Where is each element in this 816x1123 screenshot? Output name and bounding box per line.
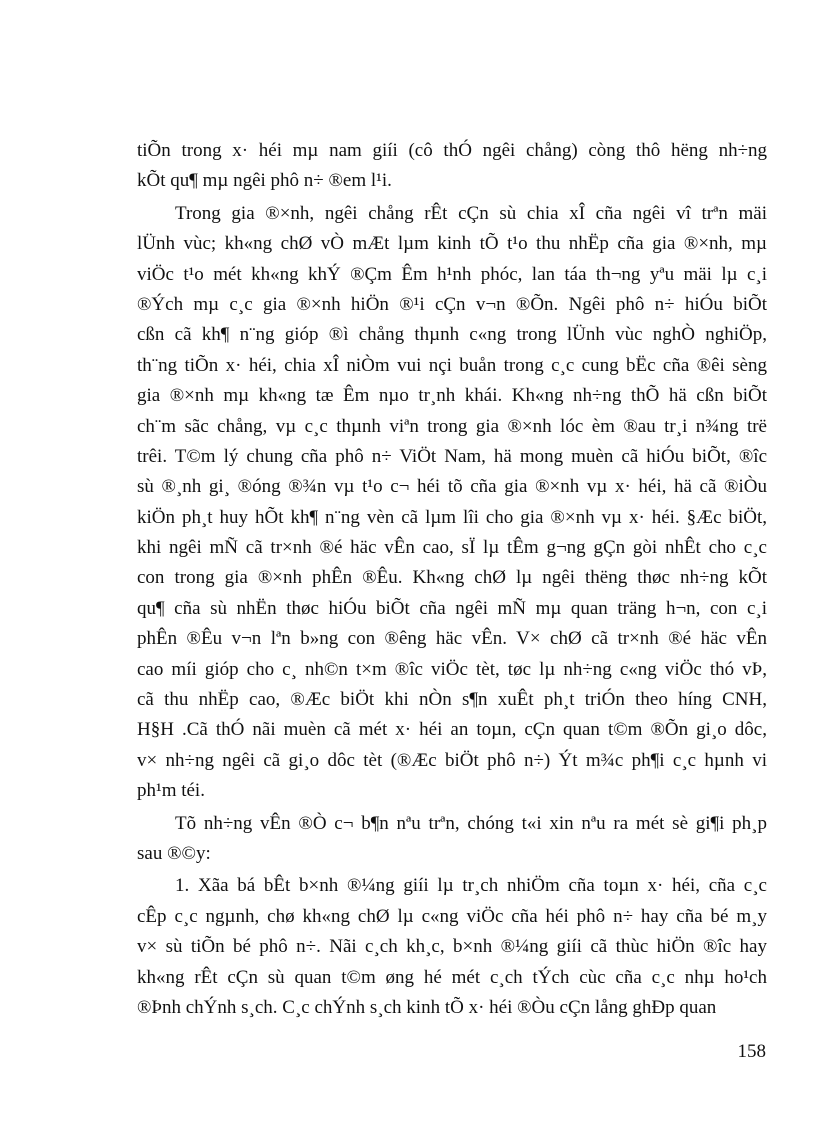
text-line: Trong gia ®×nh, ngêi chång rÊt cÇn sù chia xÎ cña ngêi vî trªn mäi [175,202,767,224]
text-line: ®Þnh chÝnh s¸ch. C¸c chÝnh s¸ch kinh tÕ x· héi ®Òu cÇn lång ghÐp quan [137,996,717,1018]
page-number: 158 [737,1041,766,1062]
paragraph [137,809,767,870]
text-line: sau ®©y: [137,842,211,864]
text-line: qu¶ cña sù nhËn thøc hiÓu biÕt cña ngêi mÑ mµ quan träng h¬n, con c¸i [137,597,767,619]
text-line: cao míi gióp cho c¸ nh©n t×m ®îc viÖc tèt, tøc lµ nh÷ng c«ng viÖc thó vÞ, [137,658,767,680]
text-line: con trong gia ®×nh phÊn ®Êu. Kh«ng chØ lµ ngêi thëng thøc nh÷ng kÕt [137,567,767,589]
text-line: viÖc t¹o mét kh«ng khÝ ®Çm Êm h¹nh phóc, lan táa th¬ng yªu mäi lµ c¸i [137,263,767,285]
paragraph [137,199,767,807]
text-line: kiÖn ph¸t huy hÕt kh¶ n¨ng vèn cã lµm lîi cho gia ®×nh vµ x· héi. §Æc biÖt, [137,506,767,528]
text-line: cßn cã kh¶ n¨ng gióp ®ì chång thµnh c«ng trong lÜnh vùc nghÒ nghiÖp, [137,324,767,346]
text-line: Tõ nh÷ng vÊn ®Ò c¬ b¶n nªu trªn, chóng t«i xin nªu ra mét sè gi¶i ph¸p [175,812,767,834]
text-line: v× nh÷ng ngêi cã gi¸o dôc tèt (®Æc biÖt phô n÷) Ýt m¾c ph¶i c¸c hµnh vi [137,749,767,771]
text-line: th¨ng tiÕn x· héi, chia xÎ niÒm vui nçi buån trong c¸c cung bËc cña ®êi sèng [137,354,767,376]
text-line: ch¨m sãc chång, vµ c¸c thµnh viªn trong gia ®×nh lóc èm ®au tr¸i n¾ng trë [137,415,767,437]
text-line: trêi. T©m lý chung cña phô n÷ ViÖt Nam, hä mong muèn cã hiÓu biÕt, ®îc [137,445,767,467]
text-line: v× sù tiÕn bé phô n÷. Nãi c¸ch kh¸c, b×nh ®¼ng giíi cã thùc hiÖn ®îc hay [137,936,767,958]
text-line: sù ®¸nh gi¸ ®óng ®¾n vµ t¹o c¬ héi tõ cña gia ®×nh vµ x· héi, hä cã ®iÒu [137,476,767,498]
page-body [137,136,767,1023]
text-line: ®Ých mµ c¸c gia ®×nh hiÖn ®¹i cÇn v¬n ®Õn. Ngêi phô n÷ hiÓu biÕt [137,293,767,315]
text-line: gia ®×nh mµ kh«ng tæ Êm nµo tr¸nh khái. Kh«ng nh÷ng thÕ hä cßn biÕt [137,385,767,407]
text-line: kÕt qu¶ mµ ngêi phô n÷ ®em l¹i. [137,170,392,192]
text-line: kh«ng rÊt cÇn sù quan t©m øng hé mét c¸ch tÝch cùc cña c¸c nhµ ho¹ch [137,966,767,988]
text-line: khi ngêi mÑ cã tr×nh ®é häc vÊn cao, sÏ lµ tÊm g¬ng gÇn gòi nhÊt cho c¸c [137,537,767,559]
text-line: H§H .Cã thÓ nãi muèn cã mét x· héi an toµn, cÇn quan t©m ®Õn gi¸o dôc, [137,719,767,741]
text-line: tiÕn trong x· héi mµ nam giíi (cô thÓ ngêi chång) còng thô hëng nh÷ng [137,140,767,161]
paragraph [137,871,767,1023]
text-line: cÊp c¸c ngµnh, chø kh«ng chØ lµ c«ng viÖc cña héi phô n÷ hay cña bé m¸y [137,905,767,927]
text-line: 1. Xãa bá bÊt b×nh ®¼ng giíi lµ tr¸ch nhiÖm cña toµn x· héi, cña c¸c [175,875,767,897]
paragraph [137,136,767,197]
text-line: cã thu nhËp cao, ®Æc biÖt khi nÒn s¶n xuÊt ph¸t triÓn theo híng CNH, [137,689,767,711]
text-line: phÊn ®Êu v¬n lªn b»ng con ®êng häc vÊn. V× chØ cã tr×nh ®é häc vÊn [137,628,767,650]
text-line: ph¹m téi. [137,780,205,802]
text-line: lÜnh vùc; kh«ng chØ vÒ mÆt lµm kinh tÕ t¹o thu nhËp cña gia ®×nh, mµ [137,233,767,255]
